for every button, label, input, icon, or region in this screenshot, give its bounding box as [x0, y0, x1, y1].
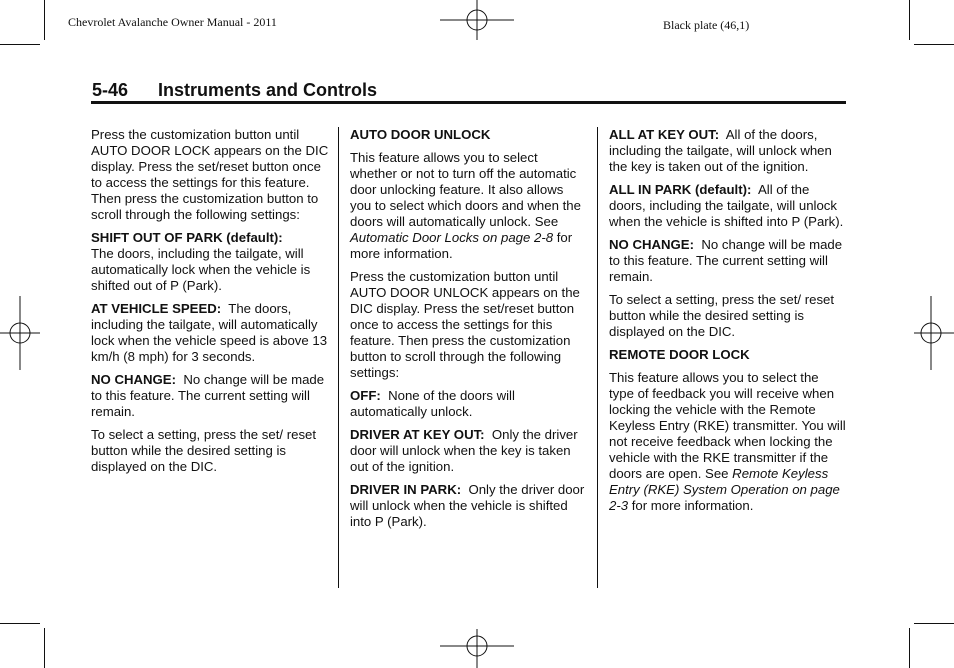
setting-item [350, 427, 588, 475]
setting-label: AT VEHICLE SPEED: [91, 301, 222, 316]
paragraph [609, 370, 847, 514]
crop-mark [909, 628, 910, 668]
column-divider [597, 127, 598, 588]
crop-mark [0, 44, 40, 45]
setting-label: ALL IN PARK (default): [609, 182, 752, 197]
setting-item [609, 237, 847, 285]
paragraph-text: This feature allows you to select whether or not to turn off the automatic door unlocking feature. It also allows you to select which doors and when the doors will automatically unlock. See [350, 150, 581, 229]
setting-item [350, 482, 588, 530]
section-heading [92, 80, 377, 101]
registration-mark-icon [0, 296, 40, 370]
setting-description: The doors, including the tailgate, will automatically lock when the vehicle is shifted out of P (Park). [91, 246, 311, 293]
setting-description: Only the driver door will unlock when the vehicle is shifted into P (Park). [350, 482, 585, 529]
subsection-heading: AUTO DOOR UNLOCK [350, 127, 491, 142]
registration-mark-icon [440, 0, 514, 42]
crop-mark [44, 0, 45, 40]
setting-label: DRIVER IN PARK: [350, 482, 462, 497]
paragraph: To select a setting, press the set/ reset button while the desired setting is displayed on the DIC. [609, 292, 835, 339]
page-number: 5-46 [92, 80, 129, 100]
column-1 [91, 127, 331, 482]
cross-reference: Remote Keyless Entry (RKE) System Operation on page 2-3 [609, 466, 840, 513]
setting-description: Only the driver door will unlock when the key is taken out of the ignition. [350, 427, 578, 474]
setting-item [350, 388, 588, 420]
manual-title: Chevrolet Avalanche Owner Manual - 2011 [68, 15, 277, 29]
paragraph-text: This feature allows you to select the type of feedback you will receive when locking the vehicle with the Remote Keyless Entry (RKE) transmitter. You will not receive feedback when locking the vehicle with the RKE transmitter if the doors are open. See [609, 370, 846, 481]
crop-mark [914, 623, 954, 624]
setting-label: SHIFT OUT OF PARK (default): [91, 230, 283, 245]
setting-label: ALL AT KEY OUT: [609, 127, 720, 142]
setting-description: No change will be made to this feature. The current setting will remain. [91, 372, 325, 419]
paragraph-text: for more information. [350, 230, 573, 261]
cross-reference: Automatic Door Locks on page 2-8 [350, 230, 554, 245]
column-divider [338, 127, 339, 588]
setting-label: NO CHANGE: [609, 237, 694, 252]
setting-description: None of the doors will automatically unlock. [350, 388, 515, 419]
setting-description: No change will be made to this feature. The current setting will remain. [609, 237, 843, 284]
setting-item [609, 182, 847, 230]
setting-label: OFF: [350, 388, 381, 403]
subsection-heading: REMOTE DOOR LOCK [609, 347, 750, 362]
setting-item [609, 127, 847, 175]
crop-mark [0, 623, 40, 624]
registration-mark-icon [440, 627, 514, 668]
column-3 [609, 127, 847, 521]
section-title: Instruments and Controls [158, 80, 378, 100]
paragraph [350, 150, 588, 262]
setting-description: All of the doors, including the tailgate, will unlock when the key is taken out of the ignition. [609, 127, 832, 174]
crop-mark [44, 628, 45, 668]
crop-mark [914, 44, 954, 45]
paragraph: To select a setting, press the set/ reset button while the desired setting is displayed on the DIC. [91, 427, 317, 474]
registration-mark-icon [912, 296, 954, 370]
setting-item [91, 372, 331, 420]
paragraph: Press the customization button until AUTO DOOR LOCK appears on the DIC display. Press the set/reset button once to access the settings for this feature. Then press the customization button to scroll through the following settings: [91, 127, 329, 222]
paragraph-text: for more information. [628, 498, 754, 513]
setting-item [91, 301, 331, 365]
setting-description: All of the doors, including the tailgate, will unlock when the vehicle is shifted into P (Park). [609, 182, 844, 229]
paragraph: Press the customization button until AUTO DOOR UNLOCK appears on the DIC display. Press the set/reset button once to access the settings for this feature. Then press the customization button to scroll through the following settings: [350, 269, 580, 380]
column-2 [350, 127, 588, 537]
plate-label: Black plate (46,1) [663, 18, 750, 32]
setting-item [91, 230, 331, 294]
heading-rule [91, 101, 846, 104]
setting-description: The doors, including the tailgate, will automatically lock when the vehicle speed is above 13 km/h (8 mph) for 3 seconds. [91, 301, 328, 364]
crop-mark [909, 0, 910, 40]
setting-label: DRIVER AT KEY OUT: [350, 427, 485, 442]
setting-label: NO CHANGE: [91, 372, 176, 387]
